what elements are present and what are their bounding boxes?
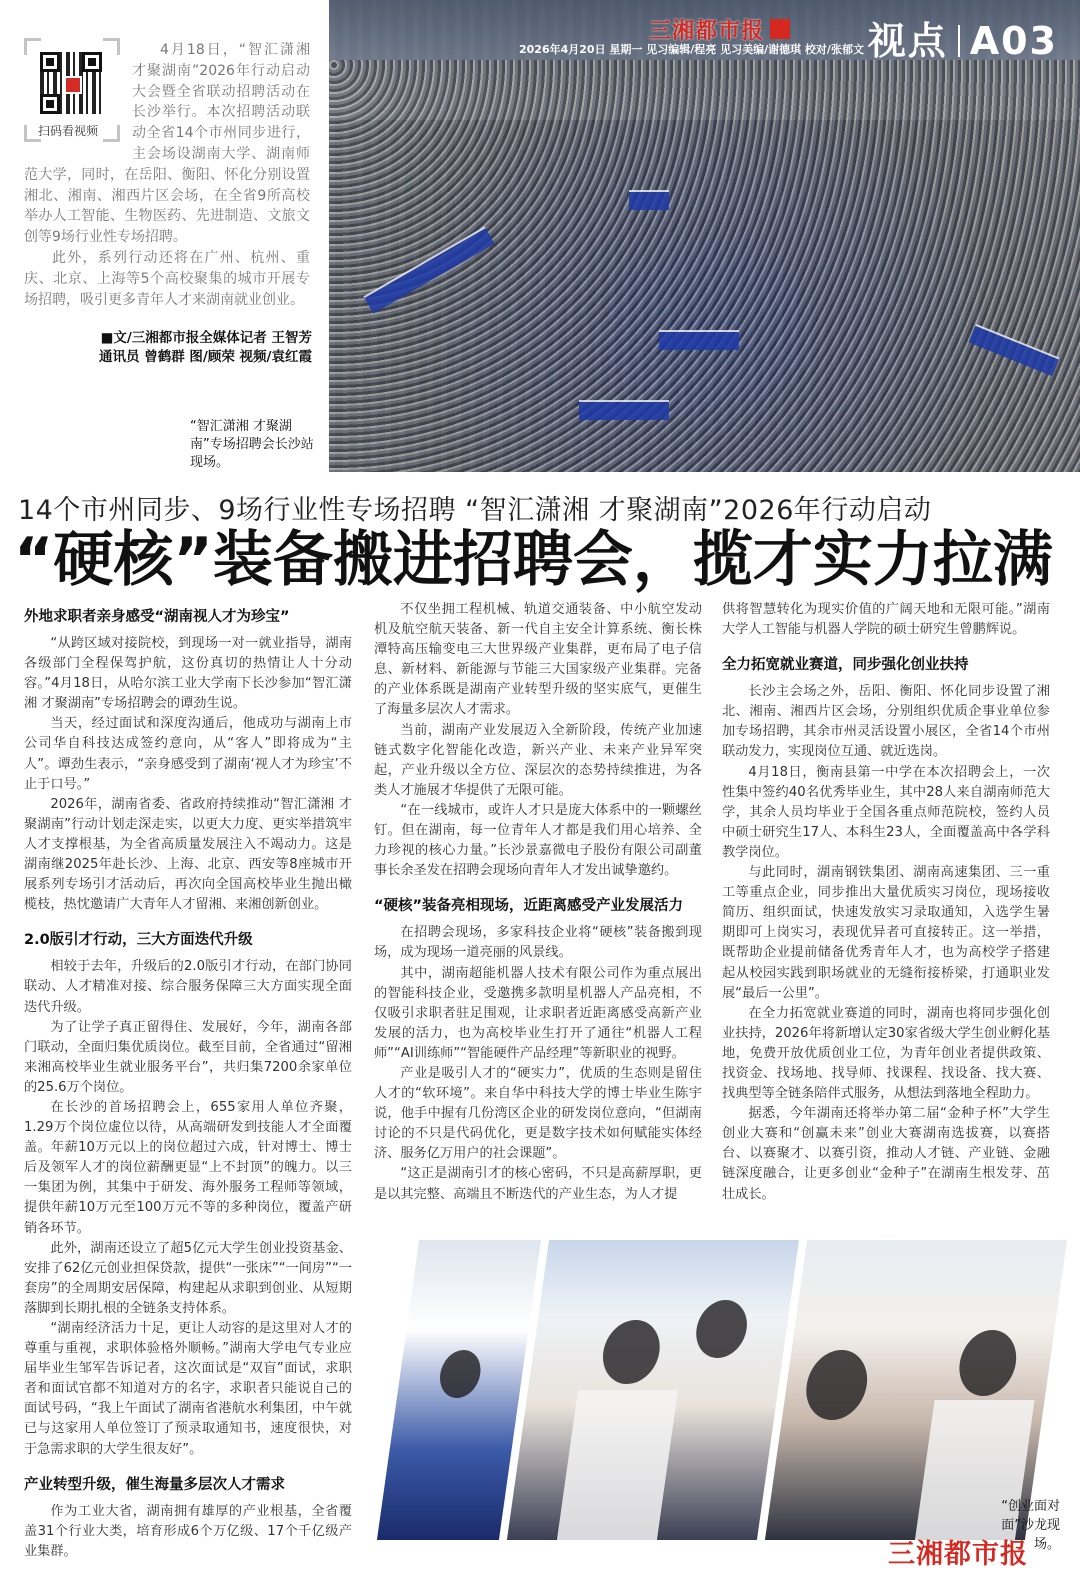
paper-logo: 三湘都市报 [649, 18, 765, 44]
section-heading: 全力拓宽就业赛道，同步强化创业扶持 [722, 657, 969, 674]
section-heading: 外地求职者亲身感受“湖南视人才为珍宝” [24, 609, 290, 625]
paragraph: 供将智慧转化为现实价值的广阔天地和无限可能。”湖南大学人工智能与机器人学院的硕士研究生曾鹏辉说。 [722, 602, 1050, 638]
subheadline: 14个市州同步、9场行业性专场招聘 “智汇潇湘 才聚湖南”2026年行动启动 [18, 495, 932, 526]
article-column-3 [722, 600, 1050, 1205]
main-photo-job-fair [329, 0, 1080, 472]
page-number: A03 [969, 19, 1058, 63]
booth-row [579, 400, 669, 420]
paragraph: 长沙主会场之外，岳阳、衡阳、怀化同步设置了湘北、湘南、湘西片区会场，分别组织优质企事业单位参加专场招聘，其余市州灵活设置小展区，全省14个市州联动发力，实现岗位互通、就近选岗。 [722, 684, 1050, 760]
person [802, 1350, 872, 1420]
paragraph: 与此同时，湖南钢铁集团、湖南高速集团、三一重工等重点企业，同步推出大量优质实习岗位，现场接收简历、组织面试，快速发放实习录取通知，入选学生暑期即可上岗实习，表现优异者可直接转正。这一举措，既帮助企业提前储备优秀青年人才，也为高校学子搭建起从校园实践到职场就业的无缝衔接桥梁，打通职业发展“最后一公里”。 [722, 865, 1050, 1001]
paragraph: “从跨区域对接院校，到现场一对一就业指导，湖南各级部门全程保驾护航，这份真切的热情让人十分动容。”4月18日，从哈尔滨工业大学南下长沙参加“智汇潇湘 才聚湖南”专场招聘会的谭劲生说。 [24, 636, 352, 712]
booth-row [629, 190, 669, 210]
headline: “硬核”装备搬进招聘会，揽才实力拉满 [14, 525, 1053, 595]
paragraph: “湖南经济活力十足，更让人动容的是这里对人才的尊重与重视，求职体验格外顺畅。”湖南大学电气专业应届毕业生邹军告诉记者，这次面试是“双盲”面试，求职者和面试官都不知道对方的名字，求职者只能说自己的面试号码，“我上午面试了湖南省港航水利集团，中午就已与这家用人单位签订了预录取通知书，速度很快，对于急需求职的大学生很友好”。 [24, 1321, 352, 1457]
main-photo-caption: “智汇潇湘 才聚湖南”专场招聘会长沙站现场。 [190, 419, 314, 470]
section-heading: “硬核”装备亮相现场，近距离感受产业发展活力 [374, 898, 684, 915]
paragraph: 当前，湖南产业发展迈入全新阶段，传统产业加速链式数字化智能化改造，新兴产业、未来产业异军突起，产业升级以全方位、深层次的态势持续推进，为各类人才施展才华提供了无限可能。 [374, 722, 702, 798]
paragraph: 4月18日，衡南县第一中学在本次招聘会上，一次性集中签约40名优秀毕业生，其中28人来自湖南师范大学，其余人员均毕业于全国各重点师范院校，签约人员中硕士研究生17人、本科生23人，全面覆盖高中各学科教学岗位。 [722, 764, 1050, 860]
paragraph: “在一线城市，或许人才只是庞大体系中的一颗螺丝钉。但在湖南，每一位青年人才都是我们用心培养、全力珍视的核心力量。”长沙景嘉微电子股份有限公司副董事长余圣发在招聘会现场向青年人才发出诚挚邀约。 [374, 802, 702, 879]
byline: ■文/三湘都市报全媒体记者 王智芳 通讯员 曾鹤群 图/顾荣 视频/袁红霞 [99, 330, 312, 365]
person-shirt [557, 1390, 678, 1540]
section-heading: 2.0版引才行动，三大方面迭代升级 [24, 932, 253, 949]
photo-salon [765, 1240, 1067, 1540]
brand-icon [770, 19, 790, 39]
bottom-photo-collage [378, 1240, 1068, 1540]
paragraph: 作为工业大省，湖南拥有雄厚的产业根基，全省覆盖31个行业大类，培育形成6个万亿级、17个千亿级产业集群。 [24, 1503, 352, 1559]
paragraph: 此外，湖南还设立了超5亿元大学生创业投资基金、安排了62亿元创业担保贷款，提供“一张床”“一间房”“一套房”的全周期安居保障，构建起从求职到创业、从短期落脚到长期扎根的全链条支持体系。 [24, 1240, 352, 1316]
masthead-bar [649, 14, 796, 44]
paragraph: 在全力拓宽就业赛道的同时，湖南也将同步强化创业扶持，2026年将新增认定30家省级大学生创业孵化基地，免费开放优质创业工位，为青年创业者提供政策、找资金、找场地、找导师、找课程、找设备、找大赛、找典型等全链条陪伴式服务，从想法到落地全程助力。 [722, 1005, 1050, 1102]
intro-paragraph: 此外，系列行动还将在广州、杭州、重庆、北京、上海等5个高校聚集的城市开展专场招聘，吸引更多青年人才来湖南就业创业。 [24, 249, 310, 308]
paragraph: 2026年，湖南省委、省政府持续推动“智汇潇湘 才聚湖南”行动计划走深走实，以更大力度、更实举措筑牢人才支撑根基，为全省高质量发展注入不竭动力。这是湖南继2025年赴长沙、上海、北京、西安等8座城市开展系列专场引才活动后，再次向全国高校毕业生抛出橄榄枝，热忱邀请广大青年人才留湘、来湘创新创业。 [24, 796, 352, 913]
paragraph: 其中，湖南超能机器人技术有限公司作为重点展出的智能科技企业，受邀携多款明星机器人产品亮相，不仅吸引求职者驻足围观，让求职者近距离感受高新产业发展的活力，也为高校毕业生打开了通往“机器人工程师”“AI训练师”“智能硬件产品经理”等新职业的视野。 [374, 965, 702, 1061]
paragraph: “这正是湖南引才的核心密码，不只是高薪厚职，更是以其完整、高端且不断迭代的产业生态，为人才提 [374, 1166, 702, 1202]
divider [958, 25, 960, 57]
paragraph: 产业是吸引人才的“硬实力”，优质的生态则是留住人才的“软环境”。来自华中科技大学的博士毕业生陈宇说，他手中握有几份湾区企业的研发岗位意向，“但湖南讨论的不只是代码优化，更是数字技术如何赋能实体经济、服务亿万用户的社会课题”。 [374, 1065, 702, 1162]
paragraph: 据悉，今年湖南还将举办第二届“金种子杯”大学生创业大赛和“创赢未来”创业大赛湖南选拔赛，以赛搭台、以赛聚才、以赛引资，推动人才链、产业链、金融链深度融合，让更多创业“金种子”在湖南生根发芽、茁壮成长。 [722, 1106, 1050, 1202]
section-heading: 产业转型升级，催生海量多层次人才需求 [24, 1476, 285, 1493]
paragraph: 为了让学子真正留得住、发展好，今年，湖南各部门联动，全面归集优质岗位。截至目前，全省通过“留湘来湘高校毕业生就业服务平台”，共归集7200余家单位的25.6万个岗位。 [24, 1019, 352, 1095]
paragraph: 当天，经过面试和深度沟通后，他成功与湖南上市公司华自科技达成签约意向，从“客人”即将成为“主人”。谭劲生表示，“亲身感受到了湖南‘视人才为珍宝’不止于口号。” [24, 716, 352, 792]
booth-row [659, 330, 739, 350]
intro-paragraph: 4月18日，“智汇潇湘 才聚湖南”2026年行动启动大会暨全省联动招聘活动在长沙举行。本次招聘活动联动全省14个市州同步进行，主会场设湖南大学、湖南师范大学，同时，在岳阳、衡阳、怀化分别设置湘北、湘南、湘西片区会场，在全省9所高校举办人工智能、生物医药、先进制造、文旅文创等9场行业性专场招聘。 [24, 42, 310, 246]
qr-caption: 扫码看视频 [38, 124, 99, 138]
paragraph: 在长沙的首场招聘会上，655家用人单位齐聚，1.29万个岗位虚位以待，从高端研发到技能人才全面覆盖。年薪10万元以上的岗位超过六成，针对博士、博士后及领军人才的岗位薪酬更显“上不封顶”的魄力。以三一集团为例，其集中于研发、海外服务工程师等领域，提供年薪10万元至100万元不等的多种岗位，覆盖产研销各环节。 [24, 1099, 352, 1236]
section-name: 视点 [867, 19, 948, 63]
photo-interview [507, 1240, 799, 1540]
paragraph: 在招聘会现场，多家科技企业将“硬核”装备搬到现场，成为现场一道亮丽的风景线。 [374, 925, 702, 961]
intro-text [24, 40, 310, 310]
article-column-2 [374, 600, 702, 1205]
paragraph: 不仅坐拥工程机械、轨道交通装备、中小航空发动机及航空航天装备、新一代自主安全计算系统、衡长株潭特高压输变电三大世界级产业集群，更布局了电子信息、新材料、新能源与节能三大国家级产业集群。完备的产业体系既是湖南产业转型升级的坚实底气，更催生了海量多层次人才需求。 [374, 602, 702, 718]
footer-paper-logo: 三湘都市报 [888, 1539, 1028, 1570]
person [599, 1320, 664, 1384]
bottom-photo-caption: “创业面对面”沙龙现场。 [1001, 1499, 1060, 1552]
person [692, 1300, 750, 1358]
paragraph: 相较于去年，升级后的2.0版引才行动，在部门协同联动、人才精准对接、综合服务保障三大方面实现全面迭代升级。 [24, 959, 352, 1015]
article-column-1 [24, 600, 352, 1562]
person [437, 1350, 484, 1398]
person [955, 1330, 1020, 1396]
dateline: 2026年4月20日 星期一 见习编辑/程亮 见习美编/谢德琪 校对/张郁文 [519, 43, 864, 56]
section-tag [868, 10, 1058, 65]
